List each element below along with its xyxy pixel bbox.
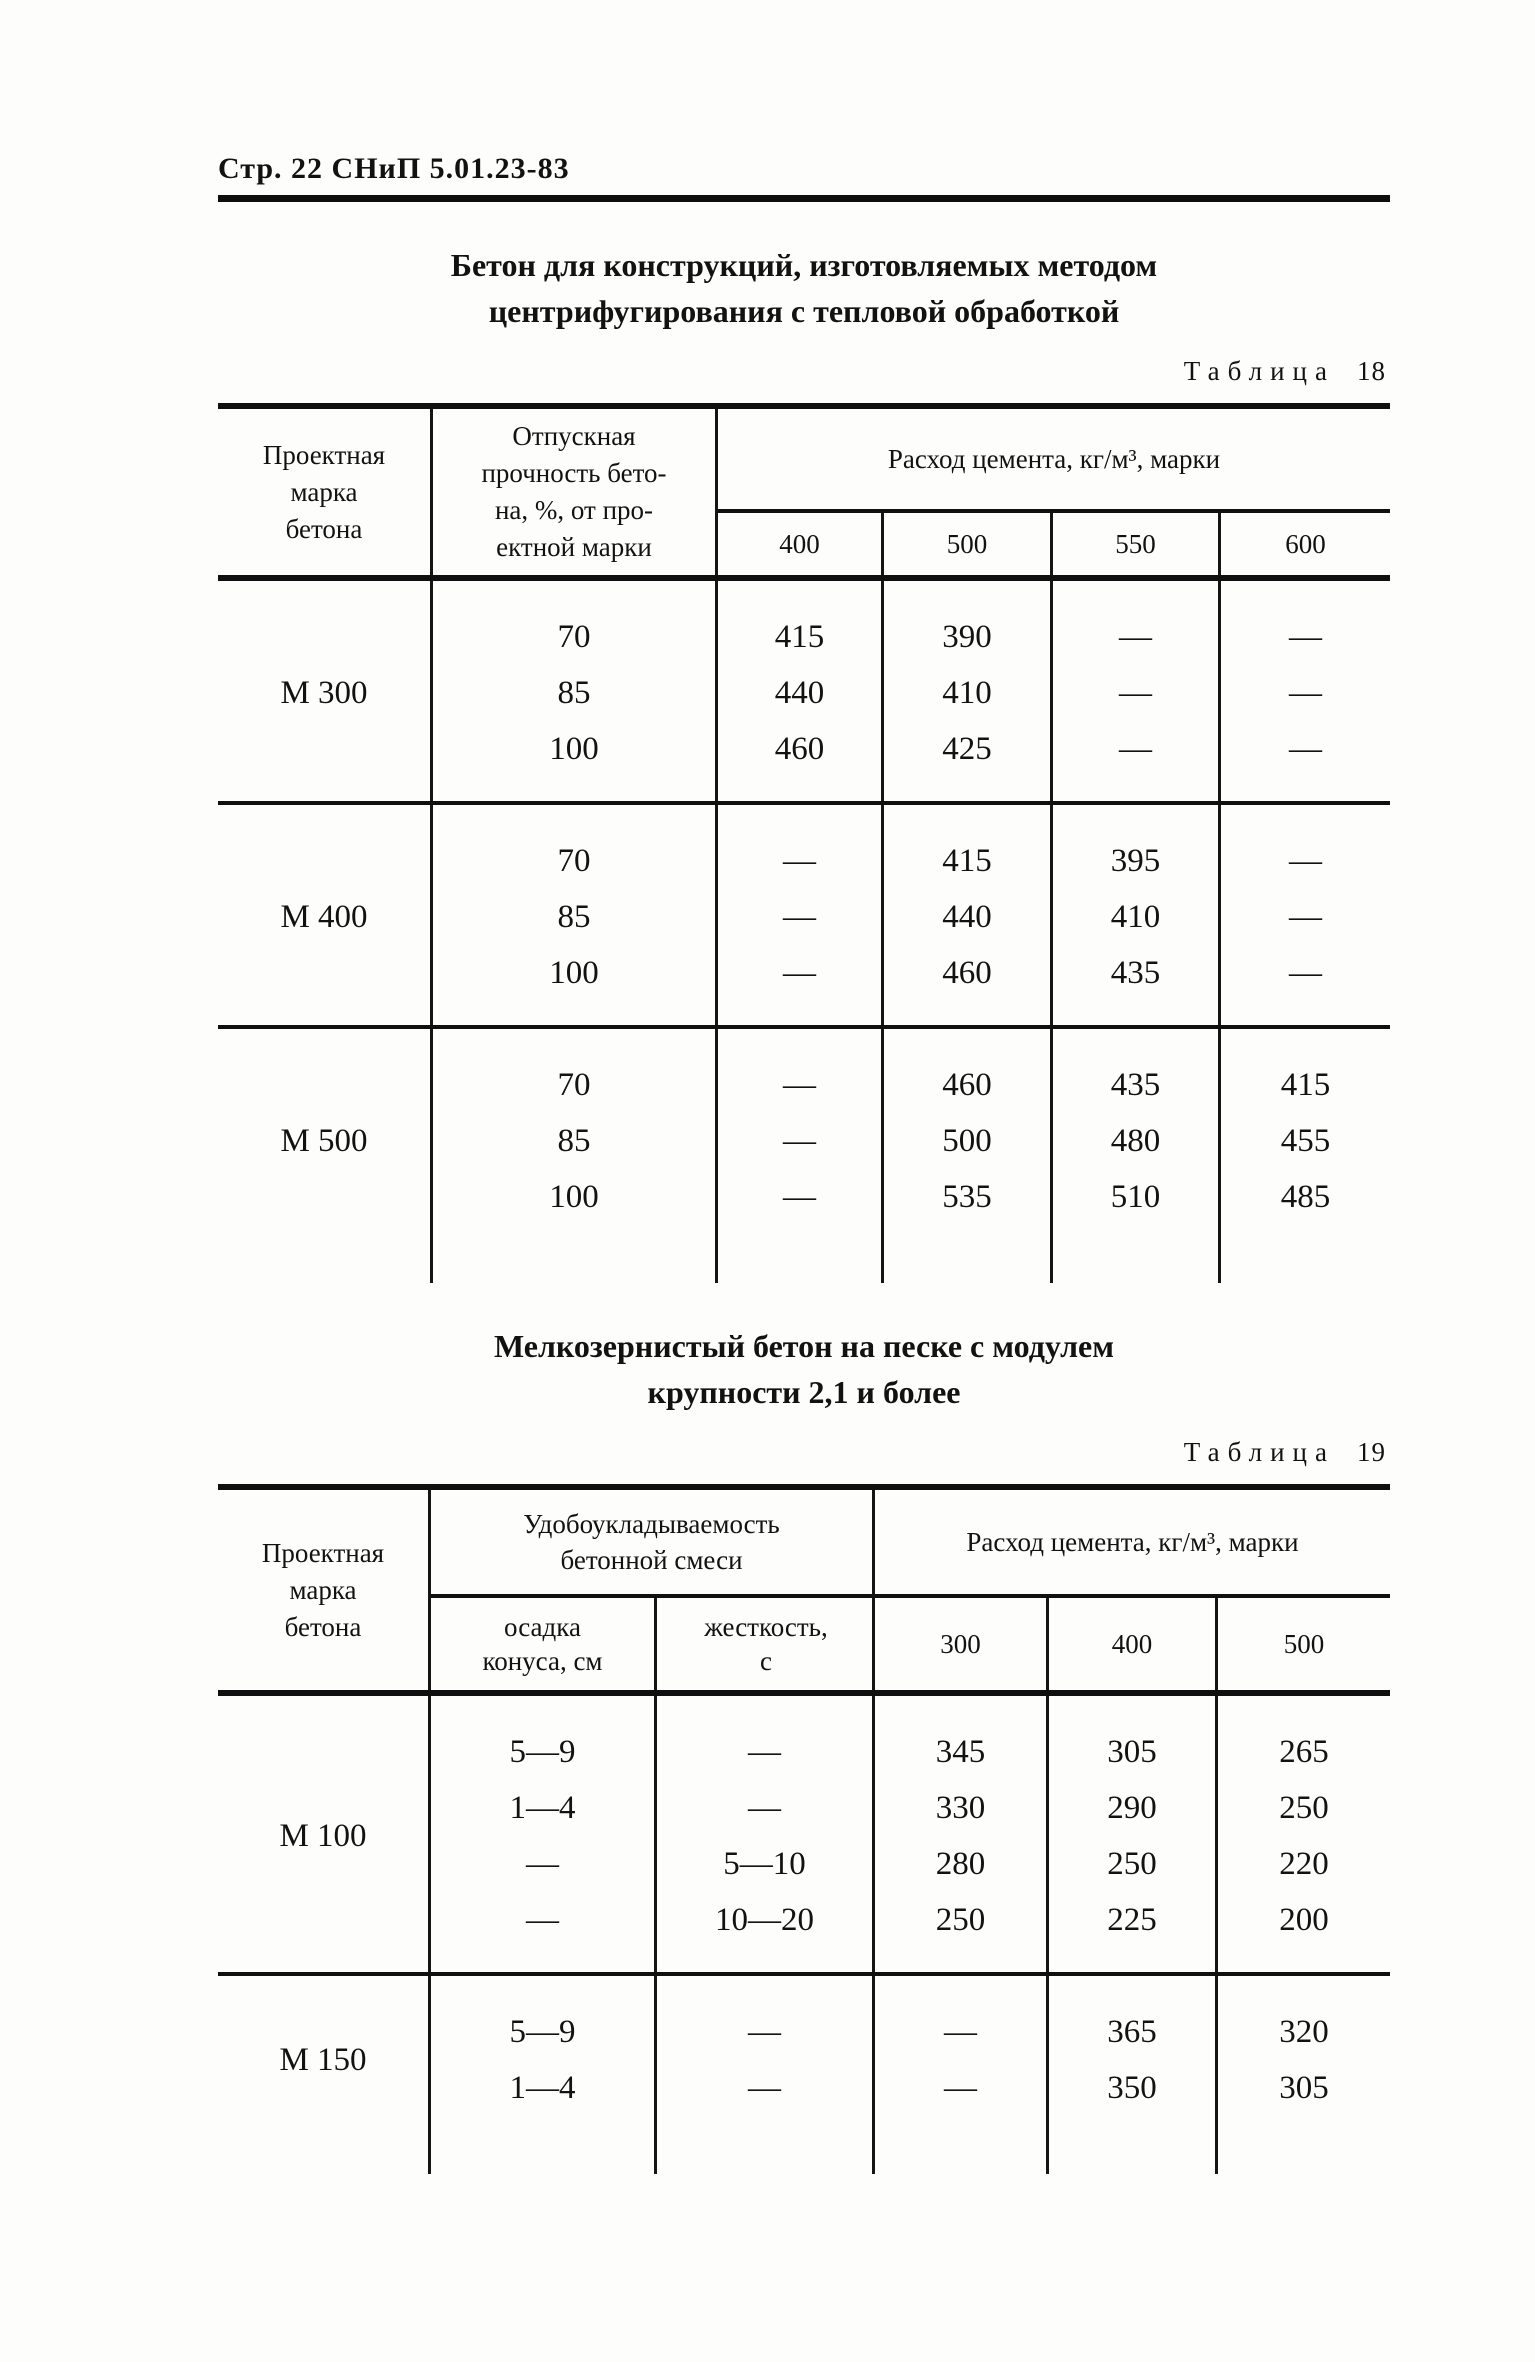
t18-col1-header-line: Проектная	[262, 439, 386, 470]
cell-line: —	[526, 1902, 559, 1938]
cell-line: —	[944, 2070, 977, 2106]
t19-workability-title-line: Удобоукладываемость	[523, 1509, 780, 1539]
table19-caption-word: Таблица	[1183, 1437, 1335, 1467]
cell-line: —	[1289, 899, 1322, 935]
t18-m500-c500-cell	[884, 1029, 1053, 1283]
t19-cement-group-title: Расход цемента, кг/м³, марки	[966, 1527, 1299, 1557]
t18-m400-c400-cell	[718, 805, 884, 1025]
cell-line: 330	[935, 1790, 986, 1826]
cell-line: 350	[1107, 2070, 1157, 2106]
concrete-mark: М 150	[279, 2042, 367, 2078]
table19-title-line2: крупности 2,1 и более	[647, 1374, 961, 1410]
page-content	[218, 0, 1390, 2174]
cell-line: 305	[1107, 1734, 1157, 1770]
cell-line: 415	[942, 843, 992, 879]
t19-col1-header	[218, 1490, 431, 1690]
t18-cement-group-title: Расход цемента, кг/м³, марки	[887, 444, 1221, 474]
t18-row-m300	[218, 581, 1390, 805]
concrete-mark: М 400	[280, 899, 368, 935]
cell-line: 305	[1279, 2070, 1329, 2106]
t19-m150-stiffness-cell	[657, 1976, 875, 2174]
cell-line: —	[783, 1179, 816, 1215]
t19-m100-c400-cell	[1049, 1696, 1218, 1972]
t19-m150-c500-cell	[1218, 1976, 1390, 2174]
t19-grade-300: 300	[875, 1598, 1049, 1690]
t19-workability-group-title	[431, 1490, 872, 1594]
t19-m100-slump-cell	[431, 1696, 657, 1972]
cell-line: —	[1119, 619, 1152, 655]
cell-line: 85	[557, 899, 591, 935]
cell-line: 345	[935, 1734, 986, 1770]
cell-line: 5—9	[509, 2014, 576, 2050]
t19-m100-c300-cell	[875, 1696, 1049, 1972]
cell-line: —	[783, 955, 816, 991]
t19-m100-mark-cell	[218, 1696, 431, 1972]
table18-caption	[218, 356, 1390, 387]
cell-line: —	[783, 1067, 816, 1103]
t19-m150-c300-cell	[875, 1976, 1049, 2174]
table18-title-line2: центрифугирования с тепловой обработкой	[488, 293, 1120, 329]
t19-slump-subheader-line: конуса, см	[482, 1646, 603, 1676]
cell-line: 320	[1279, 2014, 1329, 2050]
t18-col2-header	[433, 409, 718, 575]
t19-m150-c400-cell	[1049, 1976, 1218, 2174]
table18	[218, 403, 1390, 1283]
t18-col2-header-line: прочность бето-	[481, 458, 667, 488]
concrete-mark: М 500	[280, 1123, 368, 1159]
table19-caption	[218, 1437, 1390, 1468]
cell-line: 225	[1107, 1902, 1157, 1938]
cell-line: —	[748, 2070, 781, 2106]
t18-m500-c600-cell	[1221, 1029, 1390, 1283]
t18-m400-c500-cell	[884, 805, 1053, 1025]
t18-m300-c550-cell	[1053, 581, 1221, 801]
table18-caption-word: Таблица	[1183, 356, 1335, 386]
t18-col1-header-line: бетона	[285, 513, 363, 544]
t19-m150-slump-cell	[431, 1976, 657, 2174]
t18-grade-400: 400	[718, 513, 884, 575]
t18-m400-c550-cell	[1053, 805, 1221, 1025]
t18-col1-header-line: марка	[290, 476, 358, 507]
t18-grade-550: 550	[1053, 513, 1221, 575]
t18-m300-mark-cell	[218, 581, 433, 801]
t18-m300-c400-cell	[718, 581, 884, 801]
t19-workability-subheaders	[431, 1594, 872, 1690]
t18-m500-c550-cell	[1053, 1029, 1221, 1283]
cell-line: 5—10	[723, 1846, 806, 1882]
cell-line: 435	[1110, 1067, 1161, 1103]
cell-line: —	[944, 2014, 977, 2050]
cell-line: —	[783, 843, 816, 879]
cell-line: 460	[774, 731, 825, 767]
cell-line: 415	[1280, 1067, 1331, 1103]
table19-header	[218, 1490, 1390, 1696]
cell-line: 455	[1280, 1123, 1331, 1159]
cell-line: —	[1289, 843, 1322, 879]
cell-line: 460	[942, 955, 992, 991]
table19-caption-number: 19	[1357, 1437, 1386, 1467]
cell-line: 500	[942, 1123, 992, 1159]
cell-line: —	[748, 1790, 781, 1826]
t19-cement-grades-row	[875, 1594, 1390, 1690]
table18-title-line1: Бетон для конструкций, изготовляемых методом	[450, 247, 1158, 283]
cell-line: 290	[1107, 1790, 1157, 1826]
t19-m100-c500-cell	[1218, 1696, 1390, 1972]
cell-line: 480	[1110, 1123, 1161, 1159]
cell-line: 85	[557, 675, 591, 711]
t18-row-m400	[218, 805, 1390, 1029]
t19-col1-header-line: бетона	[284, 1611, 362, 1642]
cell-line: —	[1289, 955, 1322, 991]
cell-line: 410	[942, 675, 992, 711]
table18-header	[218, 409, 1390, 581]
t19-cement-group-header	[875, 1490, 1390, 1690]
cell-line: 425	[942, 731, 992, 767]
cell-line: 10—20	[715, 1902, 814, 1938]
t18-m400-strength-cell	[433, 805, 718, 1025]
cell-line: 250	[1279, 1790, 1329, 1826]
table19-title	[218, 1323, 1390, 1415]
t19-m150-mark-cell	[218, 1976, 431, 2174]
t18-m500-c400-cell	[718, 1029, 884, 1283]
cell-line: 220	[1279, 1846, 1329, 1882]
cell-line: 440	[774, 675, 825, 711]
cell-line: 485	[1280, 1179, 1331, 1215]
t19-stiffness-subheader-line: с	[760, 1646, 772, 1676]
t18-row-m500	[218, 1029, 1390, 1283]
t18-m300-strength-cell	[433, 581, 718, 801]
cell-line: 435	[1110, 955, 1161, 991]
cell-line: 460	[942, 1067, 992, 1103]
t19-col1-header-line: Проектная	[261, 1537, 385, 1568]
cell-line: 100	[549, 731, 599, 767]
cell-line: —	[526, 1846, 559, 1882]
page-number-header: Стр. 22 СНиП 5.01.23-83	[218, 152, 570, 185]
t18-m300-c600-cell	[1221, 581, 1390, 801]
table18-title	[218, 242, 1390, 334]
cell-line: 85	[557, 1123, 591, 1159]
t18-m400-c600-cell	[1221, 805, 1390, 1025]
cell-line: —	[1119, 731, 1152, 767]
cell-line: 1—4	[509, 2070, 576, 2106]
cell-line: 410	[1110, 899, 1161, 935]
cell-line: —	[1289, 731, 1322, 767]
cell-line: —	[1289, 619, 1322, 655]
cell-line: 200	[1279, 1902, 1329, 1938]
t19-row-m100	[218, 1696, 1390, 1976]
t18-m300-c500-cell	[884, 581, 1053, 801]
t18-m500-mark-cell	[218, 1029, 433, 1283]
cell-line: 1—4	[509, 1790, 576, 1826]
t19-grade-400: 400	[1049, 1598, 1218, 1690]
t19-m100-stiffness-cell	[657, 1696, 875, 1972]
t18-cement-group-header	[718, 409, 1390, 575]
cell-line: 365	[1107, 2014, 1157, 2050]
cell-line: 415	[774, 619, 825, 655]
cell-line: 395	[1110, 843, 1161, 879]
cell-line: 510	[1110, 1179, 1161, 1215]
cell-line: 440	[942, 899, 992, 935]
cell-line: 5—9	[509, 1734, 576, 1770]
cell-line: 100	[549, 955, 599, 991]
cell-line: 535	[942, 1179, 992, 1215]
cell-line: —	[1289, 675, 1322, 711]
cell-line: 70	[557, 843, 591, 879]
t19-stiffness-subheader	[657, 1598, 875, 1690]
t18-cement-grades-row	[718, 509, 1390, 575]
cell-line: 250	[935, 1902, 986, 1938]
cell-line: —	[783, 1123, 816, 1159]
t18-m500-strength-cell	[433, 1029, 718, 1283]
t19-stiffness-subheader-line: жесткость,	[704, 1612, 828, 1642]
t18-col2-header-line: ектной марки	[496, 532, 652, 562]
t19-slump-subheader	[431, 1598, 657, 1690]
t18-grade-500: 500	[884, 513, 1053, 575]
t19-workability-group-header	[431, 1490, 875, 1690]
header-rule	[218, 195, 1390, 202]
t19-row-m150	[218, 1976, 1390, 2174]
cell-line: 70	[557, 619, 591, 655]
t19-slump-subheader-line: осадка	[504, 1612, 581, 1642]
cell-line: —	[748, 1734, 781, 1770]
t19-workability-title-line: бетонной смеси	[560, 1545, 743, 1575]
t18-col2-header-line: Отпускная	[512, 421, 636, 451]
t19-col1-header-line: марка	[289, 1574, 357, 1605]
t18-col1-header	[218, 409, 433, 575]
concrete-mark: М 100	[279, 1818, 367, 1854]
cell-line: 70	[557, 1067, 591, 1103]
t19-grade-500: 500	[1283, 1629, 1325, 1659]
table18-caption-number: 18	[1357, 356, 1386, 386]
cell-line: 265	[1279, 1734, 1329, 1770]
cell-line: —	[1119, 675, 1152, 711]
cell-line: —	[748, 2014, 781, 2050]
t18-grade-600: 600	[1285, 529, 1326, 559]
table19-title-line1: Мелкозернистый бетон на песке с модулем	[493, 1328, 1115, 1364]
cell-line: 100	[549, 1179, 599, 1215]
cell-line: 280	[935, 1846, 986, 1882]
cell-line: 250	[1107, 1846, 1157, 1882]
t18-col2-header-line: на, %, от про-	[494, 495, 654, 525]
table19	[218, 1484, 1390, 2174]
cell-line: 390	[942, 619, 992, 655]
cell-line: —	[783, 899, 816, 935]
t18-m400-mark-cell	[218, 805, 433, 1025]
concrete-mark: М 300	[280, 675, 368, 711]
